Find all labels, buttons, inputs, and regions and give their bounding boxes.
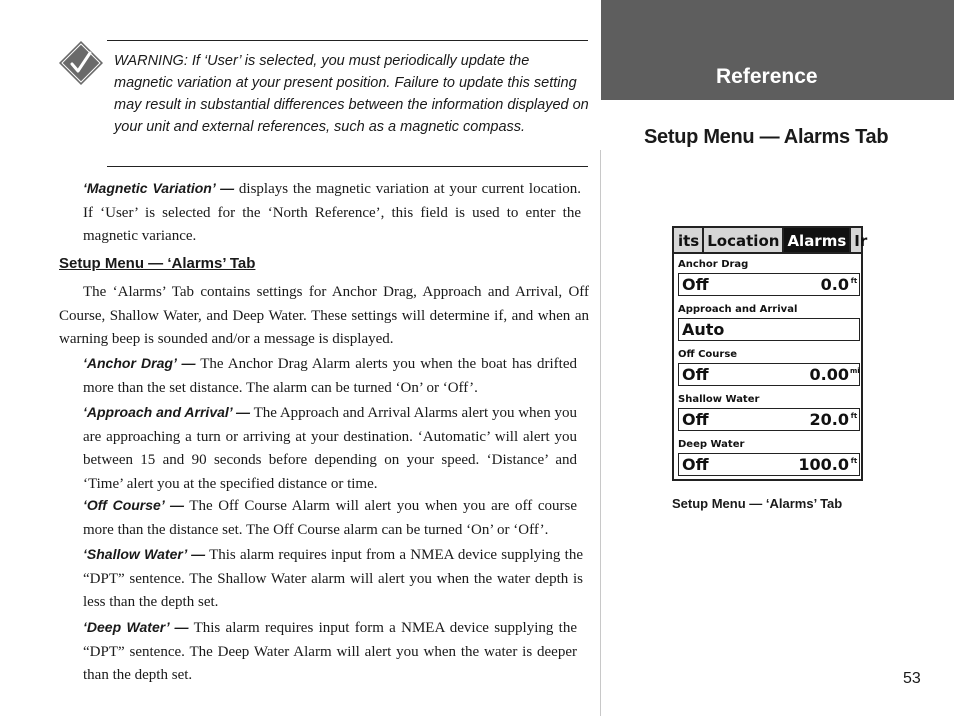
warning-rule-bottom — [107, 166, 588, 167]
alarms-intro-paragraph: The ‘Alarms’ Tab contains settings for Anchor Drag, Approach and Arrival, Off Course, Shallow Water, and Deep Water. These settings will determine if, and when an warning beep is sounded and/or a message is displayed. — [59, 284, 589, 347]
field-label-anchor-drag: Anchor Drag — [678, 259, 749, 270]
magnetic-variation-paragraph — [83, 177, 581, 249]
desc-deep-water: This alarm requires input form a NMEA device supplying the “DPT” sentence. The Deep Water Alarm will alert you when the water is deeper than the depth set. — [83, 620, 578, 683]
approach-arrival-paragraph — [83, 401, 577, 496]
field-value: Off — [682, 365, 709, 384]
device-tab-units: its — [675, 228, 704, 252]
device-fields — [678, 258, 861, 483]
field-deep-water — [678, 453, 860, 476]
field-unit: ft — [850, 457, 858, 465]
field-setting: 0.00 — [809, 365, 849, 384]
term-approach-arrival: ‘Approach and Arrival’ — — [83, 404, 251, 420]
desc-off-course: The Off Course Alarm will alert you when you are off course more than the distance set. The Off Course alarm can be turned ‘On’ or ‘Off’. — [83, 498, 577, 538]
term-deep-water: ‘Deep Water’ — — [83, 619, 189, 635]
term-off-course: ‘Off Course’ — — [83, 497, 184, 513]
anchor-drag-paragraph — [83, 352, 577, 400]
checkmark-diamond-icon — [58, 40, 104, 86]
field-value: Auto — [682, 320, 725, 339]
column-divider — [600, 150, 601, 716]
desc-anchor-drag: The Anchor Drag Alarm alerts you when the boat has drifted more than the set distance. The alarm can be turned ‘On’ or ‘Off’. — [83, 356, 577, 396]
field-label-off-course: Off Course — [678, 349, 738, 360]
field-value: Off — [682, 455, 709, 474]
field-approach-arrival — [678, 318, 860, 341]
term-shallow-water: ‘Shallow Water’ — — [83, 546, 206, 562]
figure-caption: Setup Menu — ‘Alarms’ Tab — [672, 496, 843, 511]
term-anchor-drag: ‘Anchor Drag’ — — [83, 355, 196, 371]
section-title: Reference — [716, 65, 818, 88]
desc-magnetic-variation: displays the magnetic variation at your current location. If ‘User’ is selected for the ‘North Reference’, this field is used to enter the magnetic variance. — [83, 181, 581, 244]
device-tab-alarms: Alarms — [784, 228, 851, 252]
desc-shallow-water: This alarm requires input from a NMEA device supplying the “DPT” sentence. The Shallow Water alarm will alert you when the water depth is less than the depth set. — [83, 547, 583, 610]
field-setting: 0.0 — [820, 275, 849, 294]
off-course-paragraph — [83, 494, 577, 542]
field-off-course — [678, 363, 860, 386]
field-label-deep-water: Deep Water — [678, 439, 745, 450]
field-setting: 20.0 — [809, 410, 849, 429]
field-label-shallow-water: Shallow Water — [678, 394, 760, 405]
field-unit: mi — [850, 367, 860, 375]
term-magnetic-variation: ‘Magnetic Variation’ — — [83, 180, 235, 196]
field-unit: ft — [850, 277, 858, 285]
sidebar-heading: Setup Menu — Alarms Tab — [644, 126, 889, 148]
field-unit: ft — [850, 412, 858, 420]
field-label-approach-arrival: Approach and Arrival — [678, 304, 798, 315]
shallow-water-paragraph — [83, 543, 583, 615]
field-value: Off — [682, 275, 709, 294]
device-screenshot — [672, 226, 868, 481]
warning-text: WARNING: If ‘User’ is selected, you must periodically update the magnetic variation at your present position. Failure to update this setting may result in substantial differences between the information displayed on your unit and external references, such as a magnetic compass. — [114, 53, 589, 135]
desc-approach-arrival: The Approach and Arrival Alarms alert you when you are approaching a turn or arriving at your destination. ‘Automatic’ will alert you between 15 and 90 seconds before depending on your speed. ‘Distance’ and ‘Time’ alert you at the specified distance or time. — [83, 405, 577, 492]
field-value: Off — [682, 410, 709, 429]
device-tab-next: Ir — [854, 232, 868, 250]
device-tab-bar — [674, 228, 868, 254]
field-shallow-water — [678, 408, 860, 431]
deep-water-paragraph — [83, 616, 577, 688]
field-anchor-drag — [678, 273, 860, 296]
section-heading: Setup Menu — ‘Alarms’ Tab — [59, 255, 256, 272]
page-number: 53 — [903, 670, 921, 687]
device-tab-location: Location — [704, 228, 784, 252]
warning-rule-top — [107, 40, 588, 41]
field-setting: 100.0 — [798, 455, 849, 474]
